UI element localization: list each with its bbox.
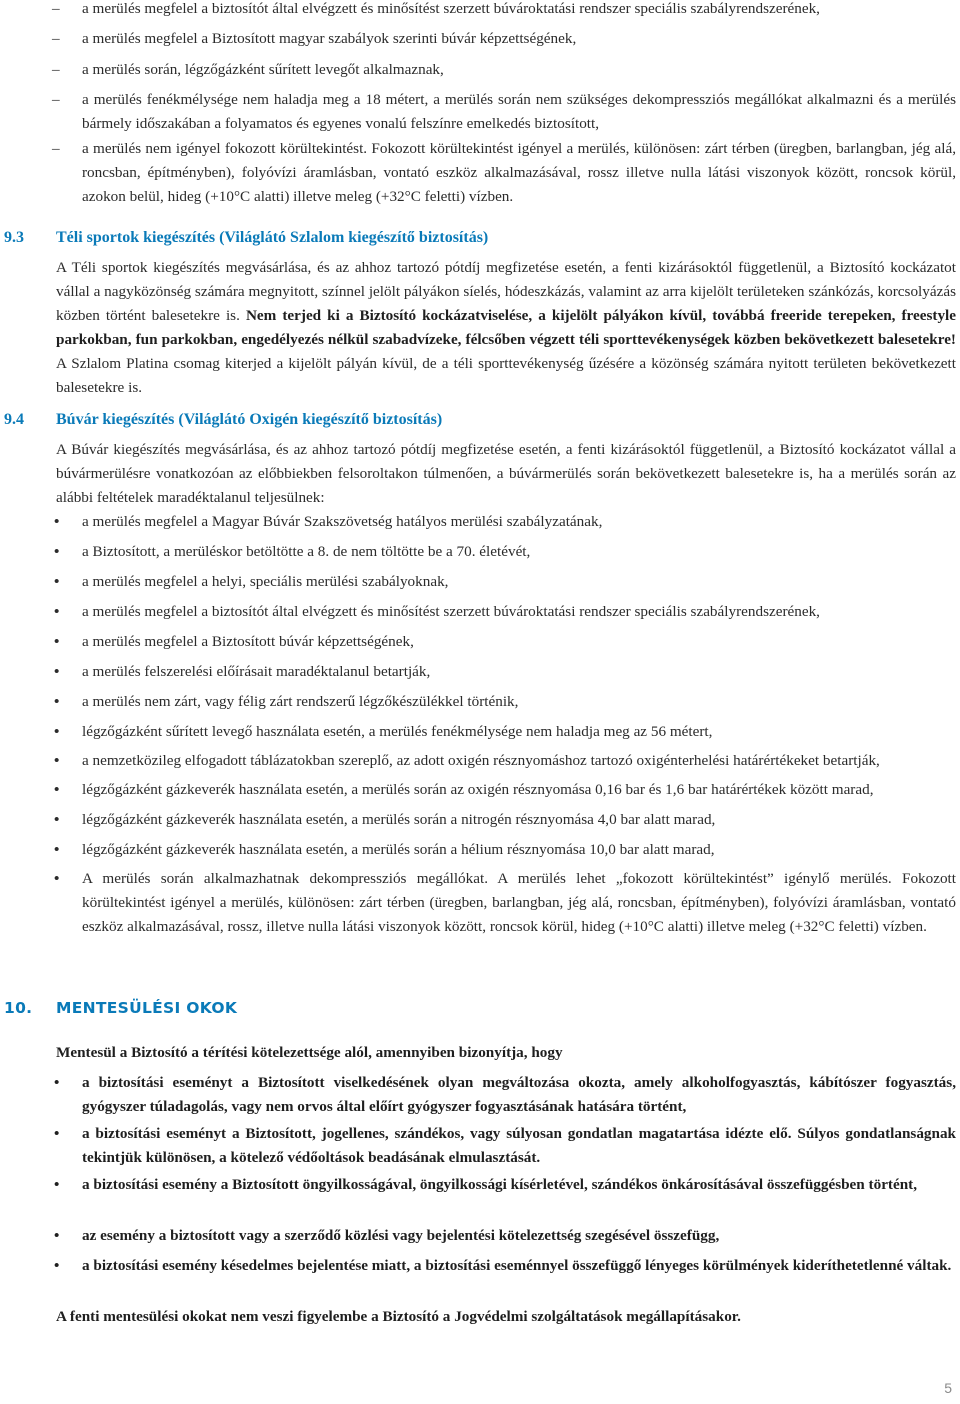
bullet-marker: • [54, 1074, 60, 1091]
list-item [54, 808, 956, 832]
list-item [54, 749, 956, 773]
list-item [52, 0, 956, 21]
list-item [52, 88, 956, 136]
list-item-text: a merülés megfelel a Biztosított magyar szabályok szerinti búvár képzettségének, [82, 30, 577, 47]
list-item [54, 510, 956, 534]
list-item [54, 778, 956, 802]
dash-marker: – [52, 30, 60, 47]
list-item [52, 27, 956, 51]
section-9-4-heading [4, 408, 442, 432]
list-item-text: légzőgázként gázkeverék használata esetén, a merülés során a nitrogén résznyomása 4,0 bar alatt marad, [82, 811, 716, 828]
section-number: 9.3 [4, 229, 24, 246]
dash-marker: – [52, 0, 60, 17]
list-item [54, 1173, 956, 1197]
bullet-marker: • [54, 1176, 60, 1193]
section-title: Búvár kiegészítés (Világlátó Oxigén kiegészítő biztosítás) [56, 411, 443, 428]
paragraph-text: A Szlalom Platina csomag kiterjed a kijelölt pályán kívül, de a téli sporttevékenység űzésére a közönség számára nyitott területen bekövetkezett balesetekre is. [56, 355, 956, 396]
list-item [54, 1224, 956, 1248]
list-item-text: a merülés megfelel a Biztosított búvár képzettségének, [82, 633, 414, 650]
list-item-text: légzőgázként gázkeverék használata esetén, a merülés során a hélium résznyomása 10,0 bar alatt marad, [82, 841, 715, 858]
page-number: 5 [944, 1380, 952, 1396]
bullet-marker: • [54, 693, 60, 710]
list-item-text: A merülés során alkalmazhatnak dekompressziós megállókat. A merülés lehet „fokozott körültekintést” igénylő merülés. Fokozott körültekintést igényel a merülés, különösen: zárt térben (üregben, barlangban, jég alá, roncsban, építményben), folyóvízi áramlásban, vontató eszköz alkalmazásával, rossz, illetve nulla látási viszonyok között, roncsok körül, hideg (+10°C alatti) illetve meleg (+32°C feletti) vízben. [82, 870, 956, 935]
list-item [52, 137, 956, 209]
bullet-marker: • [54, 513, 60, 530]
section-9-4-intro: A Búvár kiegészítés megvásárlása, és az ahhoz tartozó pótdíj megfizetése esetén, a fenti kizárásoktól függetlenül, a Biztosító kockázatot vállal a búvármerülésre vonatkozóan az előbbiekben felsoroltakon túlmenően, a búvármerülés során bekövetkezett balesetekre is, ha a merülés során az alábbi feltételek maradéktalanul teljesülnek: [56, 441, 956, 506]
list-item [54, 1071, 956, 1119]
dash-marker: – [52, 91, 60, 108]
list-item-text: a merülés fenékmélysége nem haladja meg a 18 métert, a merülés során nem szükséges dekompressziós megállókat alkalmazni és a merülés bármely időszakában a folyamatos és egyenes vonalú felszínre emelkedés biztosított, [82, 91, 956, 132]
dash-marker: – [52, 140, 60, 157]
list-item [54, 1254, 956, 1278]
bullet-marker: • [54, 723, 60, 740]
section-10-heading [4, 996, 237, 1020]
list-item-text: légzőgázként gázkeverék használata esetén, a merülés során az oxigén résznyomása 0,16 bar és 1,6 bar határértékek között marad, [82, 781, 874, 798]
list-item [54, 690, 956, 714]
list-item-text: a biztosítási esemény a Biztosított öngyilkosságával, öngyilkossági kísérletével, szándékos önkárosításával összefüggésben történt, [82, 1176, 918, 1193]
dash-marker: – [52, 61, 60, 78]
section-number: 10. [4, 999, 33, 1017]
list-item [54, 838, 956, 862]
list-item [54, 540, 956, 564]
section-10-closing: A fenti mentesülési okokat nem veszi figyelembe a Biztosító a Jogvédelmi szolgáltatások megállapításakor. [56, 1308, 741, 1325]
section-10-intro: Mentesül a Biztosító a térítési kötelezettsége alól, amennyiben bizonyítja, hogy [56, 1044, 563, 1061]
section-9-3-paragraph [56, 256, 956, 400]
list-item-text: a merülés nem zárt, vagy félig zárt rendszerű légzőkészülékkel történik, [82, 693, 519, 710]
list-item [54, 630, 956, 654]
list-item [54, 570, 956, 594]
list-item-text: a merülés megfelel a helyi, speciális merülési szabályoknak, [82, 573, 449, 590]
section-9-3-heading [4, 226, 488, 250]
list-item-text: a merülés nem igényel fokozott körültekintést. Fokozott körültekintést igényel a merülés, különösen: zárt térben (üregben, barlangban, jég alá, roncsban, építményben), folyóvízi áramlásban, vontató eszköz alkalmazásával, rossz illetve nulla látási viszonyok között, roncsok körül, azokon belül, hideg (+10°C alatti) illetve meleg (+32°C feletti) vízben. [82, 140, 956, 205]
bullet-marker: • [54, 781, 60, 798]
bullet-marker: • [54, 841, 60, 858]
section-title: Téli sportok kiegészítés (Világlátó Szlalom kiegészítő biztosítás) [56, 229, 489, 246]
list-item-text: a merülés során, légzőgázként sűrített levegőt alkalmaznak, [82, 61, 444, 78]
list-item-text: a merülés megfelel a Magyar Búvár Szakszövetség hatályos merülési szabályzatának, [82, 513, 603, 530]
list-item-text: a biztosítási eseményt a Biztosított, jogellenes, szándékos, vagy súlyosan gondatlan magatartása idézte elő. Súlyos gondatlanságnak tekintjük különösen, a kötelező védőoltások beadásának elmulasztását. [82, 1125, 956, 1166]
paragraph-text: A Téli sportok kiegészítés megvásárlása, és az ahhoz tartozó pótdíj megfizetése esetén, a fenti kizárásoktól függetlenül, a Biztosító kockázatot vállal a nagyközönség számára megnyitott, színnel jelölt pályákon síelés, hódeszkázás, valamint az arra kijelölt területeken szánkózás, korcsolyázás közben történt balesetekre is. [56, 259, 956, 324]
list-item-text: a Biztosított, a merüléskor betöltötte a 8. de nem töltötte be a 70. életévét, [82, 543, 531, 560]
list-item-text: a merülés megfelel a biztosítót által elvégzett és minősítést szerzett búvároktatási rendszer speciális szabályrendszerének, [82, 603, 820, 620]
bullet-marker: • [54, 1125, 60, 1142]
list-item [54, 720, 956, 744]
list-item-text: a biztosítási esemény késedelmes bejelentése miatt, a biztosítási eseménnyel összefüggő lényeges körülmények kideríthetetlenné váltak. [82, 1257, 952, 1274]
bullet-marker: • [54, 663, 60, 680]
list-item [54, 600, 956, 624]
section-number: 9.4 [4, 411, 24, 428]
bullet-marker: • [54, 752, 60, 769]
list-item [54, 660, 956, 684]
bullet-marker: • [54, 811, 60, 828]
bullet-marker: • [54, 543, 60, 560]
list-item-text: a merülés megfelel a biztosítót által elvégzett és minősítést szerzett búvároktatási rendszer speciális szabályrendszerének, [82, 0, 820, 17]
paragraph-bold-text: Nem terjed ki a Biztosító kockázatviselése, a kijelölt pályákon kívül, továbbá freeride terepeken, freestyle parkokban, fun parkokban, engedélyezés nélkül szabadvízeke, félcsőben végzett téli sporttevékenységek közben bekövetkezett balesetekre! [56, 307, 957, 348]
bullet-marker: • [54, 1227, 60, 1244]
list-item-text: légzőgázként sűrített levegő használata esetén, a merülés fenékmélysége nem haladja meg az 56 métert, [82, 723, 713, 740]
section-title: MENTESÜLÉSI OKOK [56, 999, 238, 1017]
bullet-marker: • [54, 603, 60, 620]
bullet-marker: • [54, 633, 60, 650]
list-item-text: a biztosítási eseményt a Biztosított viselkedésének olyan megváltozása okozta, amely alkoholfogyasztás, kábítószer fogyasztás, gyógyszer túladagolás, vagy nem orvos által előírt gyógyszer fogyasztásának hatására történt, [82, 1074, 956, 1115]
bullet-marker: • [54, 1257, 60, 1274]
bullet-marker: • [54, 573, 60, 590]
bullet-marker: • [54, 870, 60, 887]
list-item [54, 1122, 956, 1170]
list-item-text: az esemény a biztosított vagy a szerződő közlési vagy bejelentési kötelezettség szegésével összefügg, [82, 1227, 720, 1244]
list-item-text: a merülés felszerelési előírásait maradéktalanul betartják, [82, 663, 431, 680]
list-item-text: a nemzetközileg elfogadott táblázatokban szereplő, az adott oxigén résznyomáshoz tartozó oxigénterhelési határértékeket betartják, [82, 752, 880, 769]
list-item [52, 58, 956, 82]
list-item [54, 867, 956, 939]
